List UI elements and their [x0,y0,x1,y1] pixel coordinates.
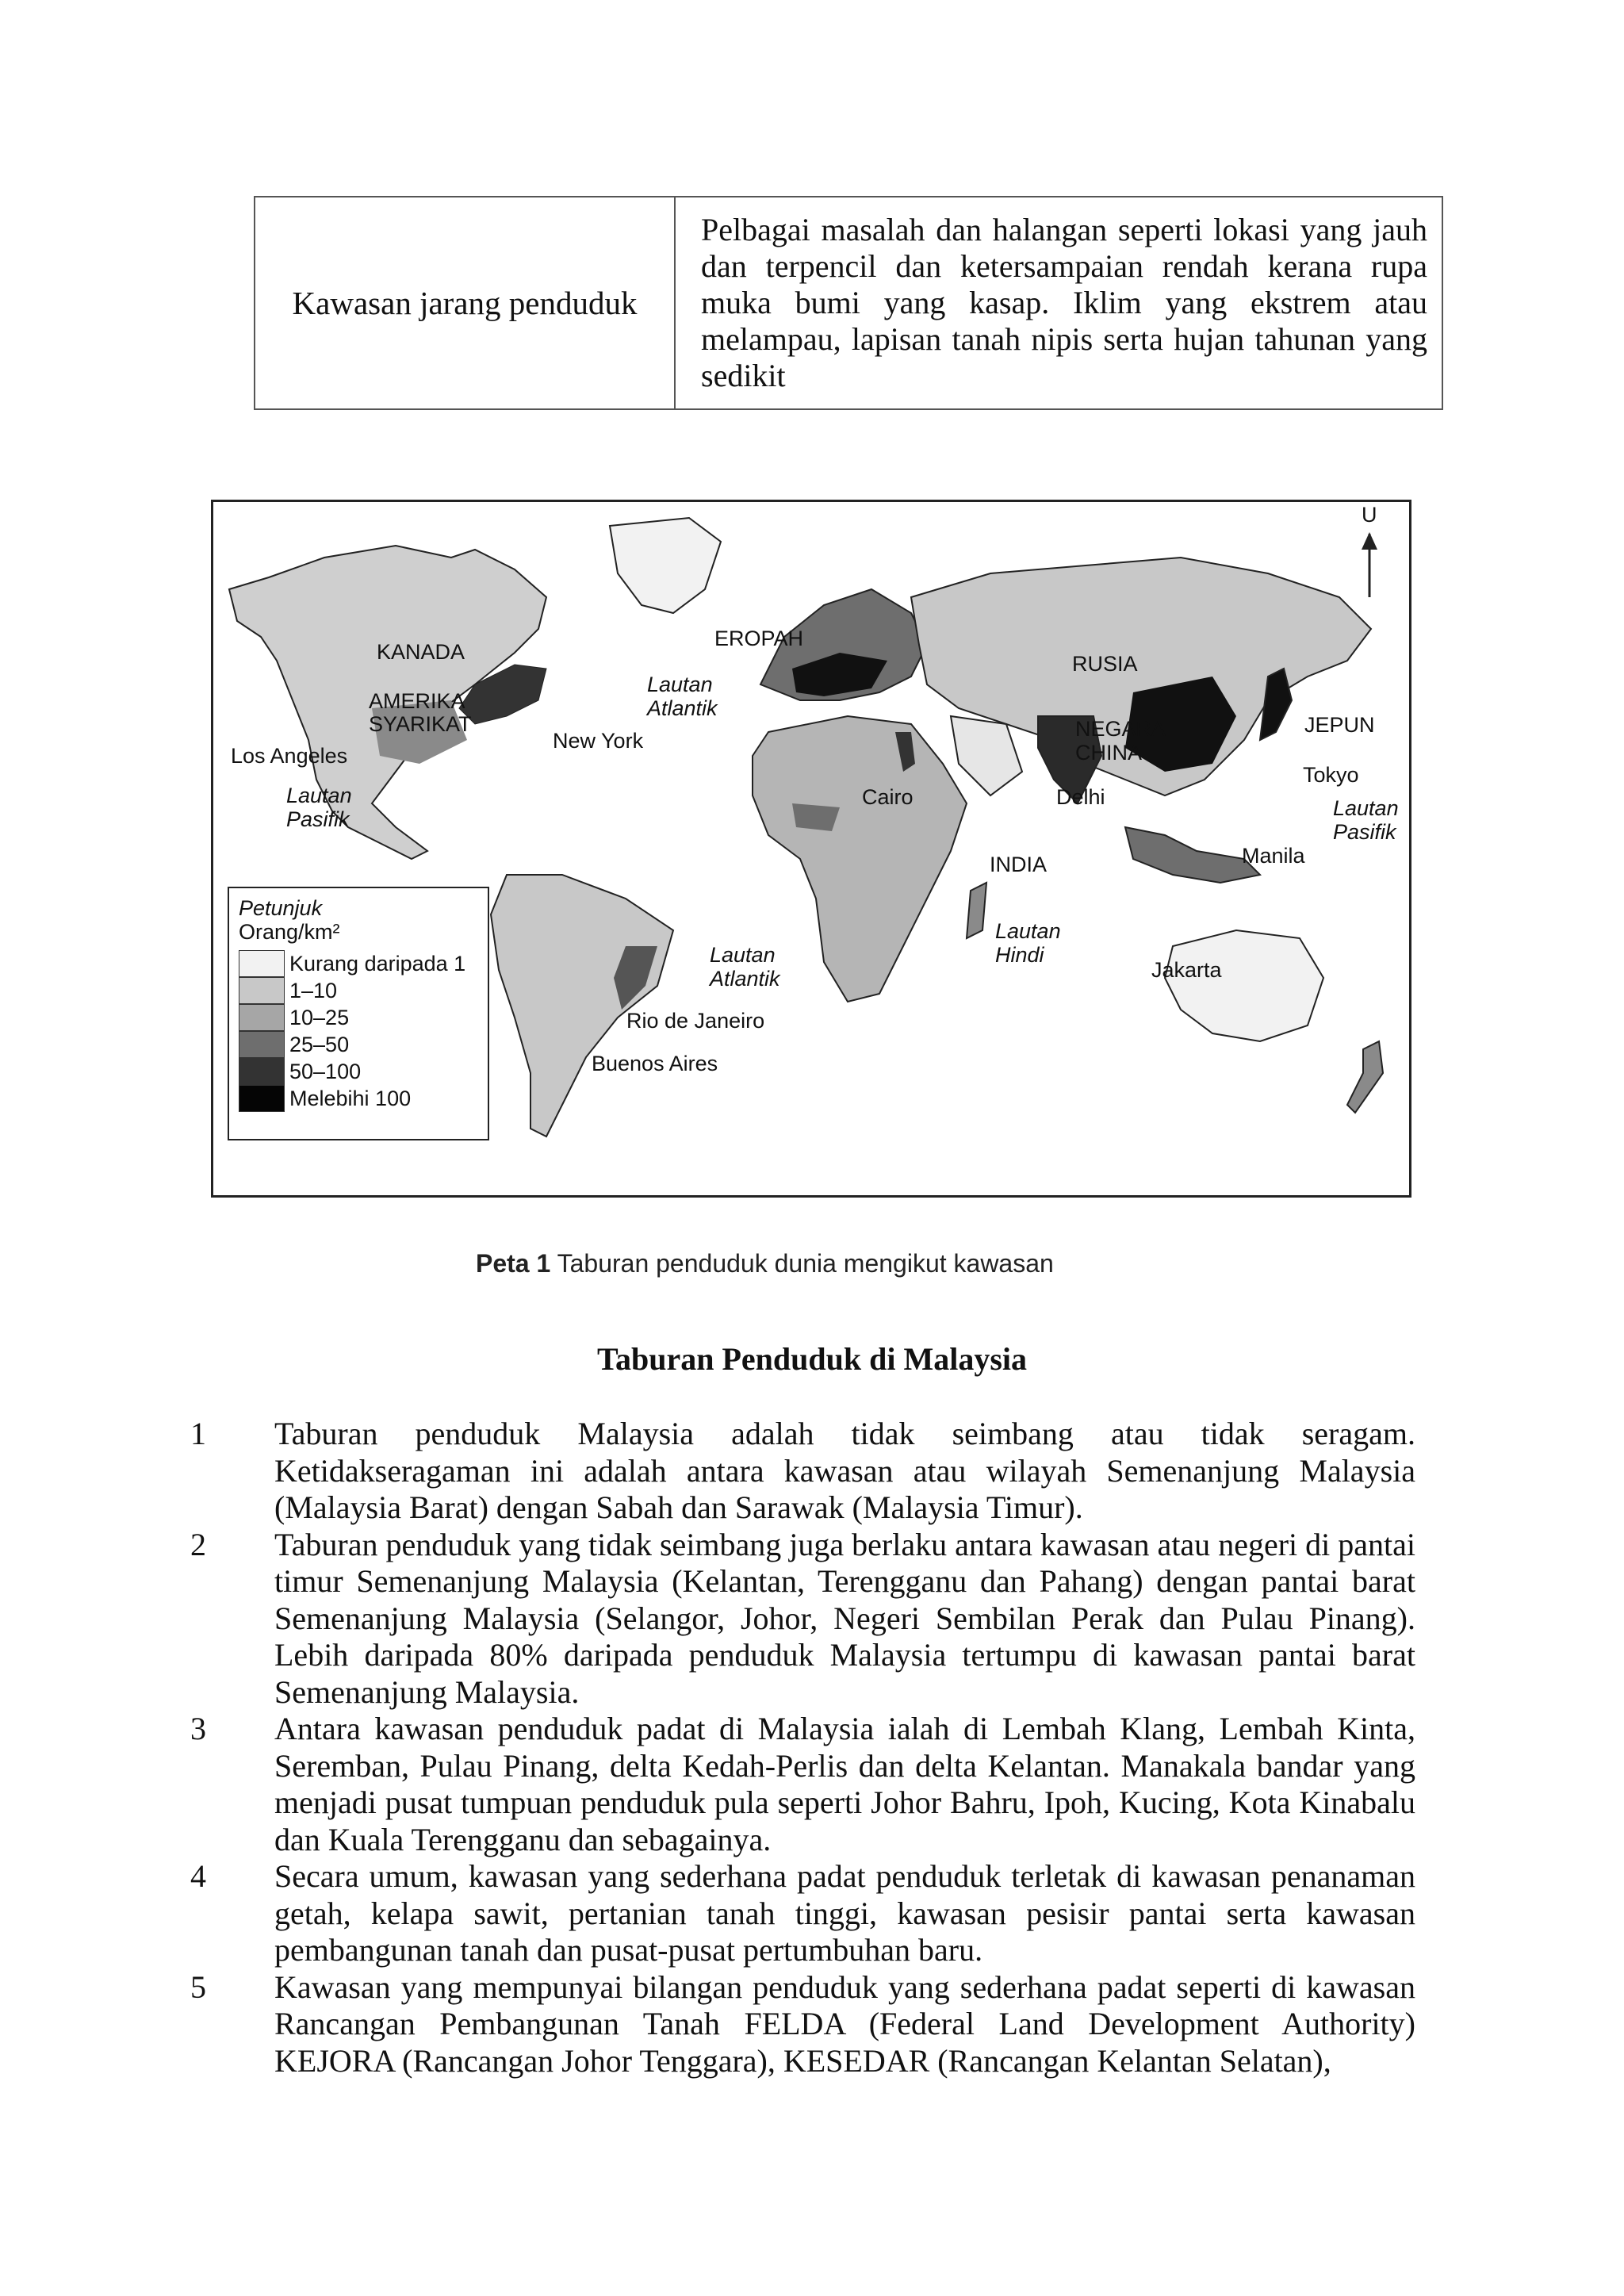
legend-label: 25–50 [289,1032,350,1056]
label-india: INDIA [990,853,1048,876]
list-item-text: Kawasan yang mempunyai bilangan penduduk yang sederhana padat seperti di kawasan Rancangan Pembangunan Tanah FELDA (Federal Land Development Authority) KEJORA (Rancangan Johor Tenggara), KESEDAR (Rancangan Kelantan Selatan), [274,1968,1415,2079]
legend-item [239,950,478,977]
legend-swatch [239,1031,285,1058]
landmass-new-zealand [1347,1041,1383,1113]
label-negara-china-1: NEGARA [1075,717,1166,741]
list-item-number: 3 [190,1711,206,1746]
label-lautan-atlantik-north-1: Lautan [647,673,713,696]
label-rusia: RUSIA [1072,652,1138,676]
label-eropah: EROPAH [714,627,804,650]
legend-label: 1–10 [289,978,338,1002]
label-amerika-1: AMERIKA [369,689,465,713]
legend-label: 50–100 [289,1059,362,1083]
list-item-text: Taburan penduduk yang tidak seimbang juga berlaku antara kawasan atau negeri di pantai timur Semenanjung Malaysia (Kelantan, Terengganu dan Pahang) dengan pantai barat Semenanjung Malaysia (Selangor, Johor, Negeri Sembilan Perak dan Pulau Pinang). Lebih daripada 80% daripada penduduk Malaysia tertumpu di kawasan pantai barat Semenanjung Malaysia. [274,1526,1415,1710]
legend-label: 10–25 [289,1005,350,1029]
list-item-number: 5 [190,1968,206,2005]
legend-item [239,1031,478,1058]
legend-label: Kurang daripada 1 [289,951,466,976]
landmass-arabia [951,716,1022,795]
list-item-text: Antara kawasan penduduk padat di Malaysia ialah di Lembah Klang, Lembah Kinta, Seremban, Pulau Pinang, delta Kedah-Perlis dan delta Kelantan. Manakala bandar yang menjadi pusat tumpuan penduduk pula seperti Johor Bahru, Ipoh, Kucing, Kota Kinabalu dan Kuala Terengganu dan sebagainya. [274,1711,1415,1857]
list-item [190,1858,1415,1969]
map-caption [476,1249,1054,1278]
label-amerika-2: SYARIKAT [369,712,472,736]
legend-swatch [239,1004,285,1031]
list-item [190,1969,1415,2080]
landmass-africa [753,716,967,1002]
north-label: U [1362,503,1377,527]
list-item [190,1416,1415,1527]
map-legend [228,887,489,1140]
label-manila: Manila [1242,844,1305,868]
legend-item [239,1004,478,1031]
label-cairo: Cairo [862,785,914,809]
label-lautan-atlantik-north-2: Atlantik [647,696,718,720]
region-africa-west [792,803,840,831]
landmass-australia [1165,930,1323,1041]
table-cell-category-text: Kawasan jarang penduduk [292,285,638,321]
label-tokyo: Tokyo [1303,763,1359,787]
legend-unit: Orang/km² [239,920,340,944]
legend-label: Melebihi 100 [289,1086,412,1110]
label-rio-de-janeiro: Rio de Janeiro [626,1009,765,1033]
list-item [190,1711,1415,1858]
list-item-text: Secara umum, kawasan yang sederhana padat penduduk terletak di kawasan penanaman getah, kelapa sawit, pertanian tanah tinggi, kawasan pesisir pantai serta kawasan pembangunan tanah dan pusat-pusat pertumbuhan baru. [274,1858,1415,1968]
label-jakarta: Jakarta [1151,958,1222,982]
label-negara-china-2: CHINA [1075,741,1143,765]
list-item [190,1527,1415,1711]
list-item-text: Taburan penduduk Malaysia adalah tidak seimbang atau tidak seragam. Ketidakseragaman ini adalah antara kawasan atau wilayah Semenanjung Malaysia (Malaysia Barat) dengan Sabah dan Sarawak (Malaysia Timur). [274,1416,1415,1525]
label-jepun: JEPUN [1304,713,1375,737]
label-lautan-atlantik-south-1: Lautan [710,943,776,967]
section-heading: Taburan Penduduk di Malaysia [596,1341,1028,1377]
density-table [254,196,1443,410]
label-kanada: KANADA [377,640,465,664]
label-lautan-pasifik-west-1: Lautan [286,784,352,807]
legend-item [239,977,478,1004]
landmass-madagascar [967,883,986,938]
label-lautan-pasifik-east-1: Lautan [1333,796,1399,820]
list-item-number: 2 [190,1526,206,1562]
north-arrow-head [1362,532,1377,550]
table-cell-category [255,197,676,408]
landmass-southeast-asia [1125,827,1260,883]
legend-title: Petunjuk [239,896,323,920]
label-lautan-pasifik-east-2: Pasifik [1333,820,1396,844]
legend-swatch [239,977,285,1004]
label-new-york: New York [553,729,644,753]
legend-item [239,1058,478,1085]
label-los-angeles: Los Angeles [231,744,348,768]
list-item-number: 4 [190,1858,206,1894]
list-item-number: 1 [190,1416,206,1451]
landmass-south-america [491,875,673,1137]
label-lautan-hindi-1: Lautan [995,919,1061,943]
landmass-greenland [610,518,721,613]
map-caption-text: Taburan penduduk dunia mengikut kawasan [550,1249,1054,1278]
legend-swatch [239,1085,285,1112]
legend-item [239,1085,478,1112]
paragraph-list [190,1416,1415,2079]
map-caption-number: Peta 1 [476,1249,551,1278]
legend-swatch [239,950,285,977]
label-lautan-pasifik-west-2: Pasifik [286,807,350,831]
label-lautan-atlantik-south-2: Atlantik [710,967,780,991]
table-cell-description: Pelbagai masalah dan halangan seperti lokasi yang jauh dan terpencil dan ketersampaian rendah kerana rupa muka bumi yang kasap. Iklim yang ekstrem atau melampau, lapisan tanah nipis serta hujan tahunan yang sedikit [701,212,1427,393]
world-population-map [211,500,1411,1198]
legend-swatch [239,1058,285,1085]
label-delhi: Delhi [1056,785,1105,809]
label-lautan-hindi-2: Hindi [995,943,1044,967]
label-buenos-aires: Buenos Aires [592,1052,718,1075]
